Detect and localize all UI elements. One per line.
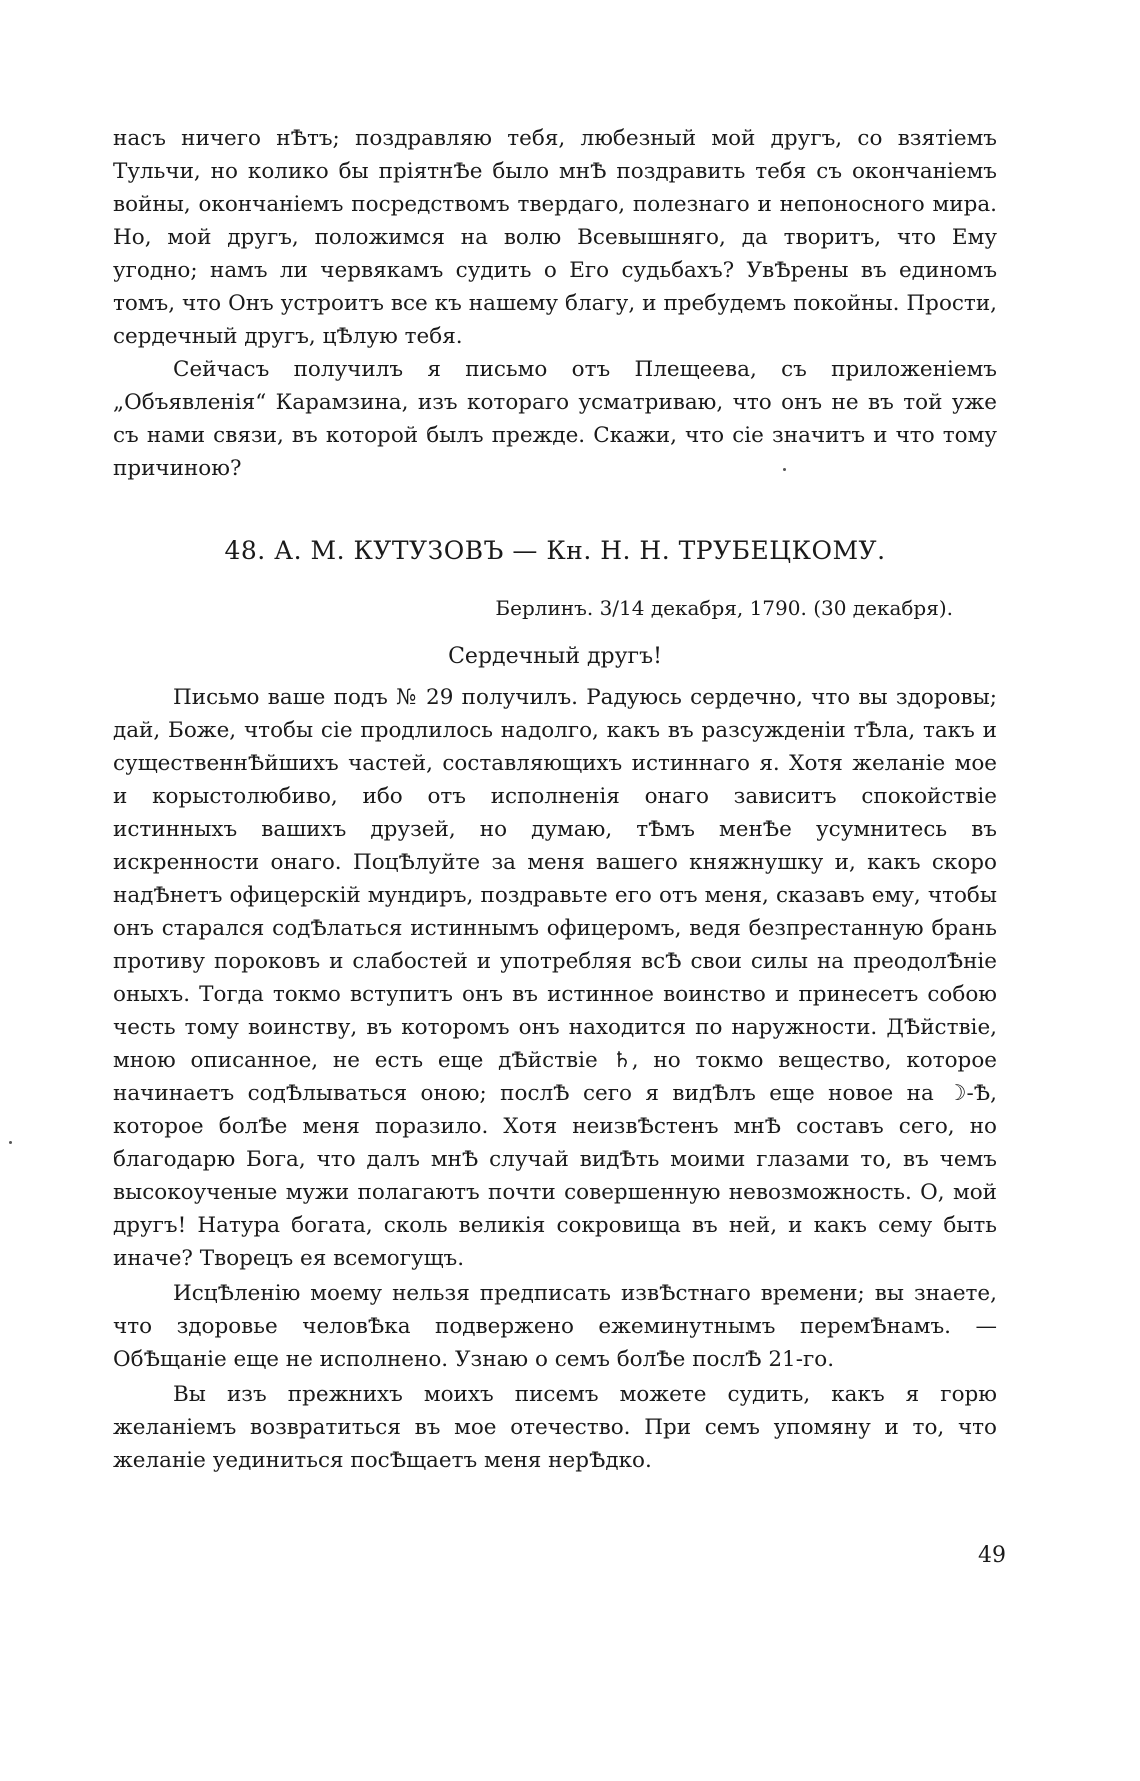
previous-letter-ending	[113, 122, 997, 485]
paragraph: Сейчасъ получилъ я письмо отъ Плещеева, съ приложеніемъ „Объявленія“ Карамзина, изъ котораго усматриваю, что онъ не въ той уже съ нами связи, въ которой былъ прежде. Скажи, что сіе значитъ и что тому причиною?	[113, 357, 997, 481]
paragraph: Вы изъ прежнихъ моихъ писемъ можете судить, какъ я горю желаніемъ возвратиться въ мое отечество. При семъ упомяну и то, что желаніе уединиться посѢщаетъ меня нерѢдко.	[113, 1382, 997, 1473]
letter-salutation: Сердечный другъ!	[448, 644, 662, 669]
paragraph: ИсцѢленію моему нельзя предписать извѢстнаго времени; вы знаете, что здоровье человѢка подвержено ежеминутнымъ перемѢнамъ. — ОбѢщаніе еще не исполнено. Узнаю о семъ болѢе послѢ 21-го.	[113, 1281, 997, 1372]
letter-heading: 48. А. М. КУТУЗОВЪ — Кн. Н. Н. ТРУБЕЦКОМУ.	[224, 536, 886, 565]
paragraph: Письмо ваше подъ № 29 получилъ. Радуюсь сердечно, что вы здоровы; дай, Боже, чтобы сіе продлилось надолго, какъ въ разсужденіи тѢла, такъ и существеннѢйшихъ частей, составляющихъ истиннаго я. Хотя желаніе мое и корыстолюбиво, ибо отъ исполненія онаго зависитъ спокойствіе истинныхъ вашихъ друзей, но думаю, тѢмъ менѢе усумнитесь въ искренности онаго. ПоцѢлуйте за меня вашего княжнушку и, какъ скоро надѢнетъ офицерскій мундиръ, поздравьте его отъ меня, сказавъ ему, чтобы онъ старался содѢлаться истиннымъ офицеромъ, ведя безпрестанную брань противу пороковъ и слабостей и употребляя всѢ свои силы на преодолѢніе оныхъ. Тогда токмо вступитъ онъ въ истинное воинство и принесетъ собою честь тому воинству, въ которомъ онъ находится по наружности. ДѢйствіе, мною описанное, не есть еще дѢйствіе ♄, но токмо вещество, которое начинаетъ содѢлываться оною; послѢ сего я видѢлъ еще новое на ☽-Ѣ, которое болѢе меня поразило. Хотя неизвѢстенъ мнѢ составъ сего, но благодарю Бога, что далъ мнѢ случай видѢть моими глазами то, въ чемъ высокоученые мужи полагаютъ почти совершенную невозможность. О, мой другъ! Натура богата, сколь великія сокровища въ ней, и какъ сему быть иначе? Творецъ ея всемогущъ.	[113, 685, 997, 1271]
paragraph-continuation: насъ ничего нѢтъ; поздравляю тебя, любезный мой другъ, со взятіемъ Тульчи, но колико бы пріятнѢе было мнѢ поздравить тебя съ окончаніемъ войны, окончаніемъ посредствомъ твердаго, полезнаго и непоносного мира. Но, мой другъ, положимся на волю Всевышняго, да творитъ, что Ему угодно; намъ ли червякамъ судить о Его судьбахъ? УвѢрены въ единомъ томъ, что Онъ устроитъ все къ нашему благу, и пребудемъ покойны. Прости, сердечный другъ, цѢлую тебя.	[113, 126, 997, 349]
letter-dateline: Берлинъ. 3/14 декабря, 1790. (30 декабря).	[495, 596, 953, 620]
letter-body	[113, 679, 997, 1477]
page-number: 49	[978, 1543, 1006, 1568]
print-speck	[783, 468, 786, 471]
print-speck	[9, 1141, 12, 1144]
